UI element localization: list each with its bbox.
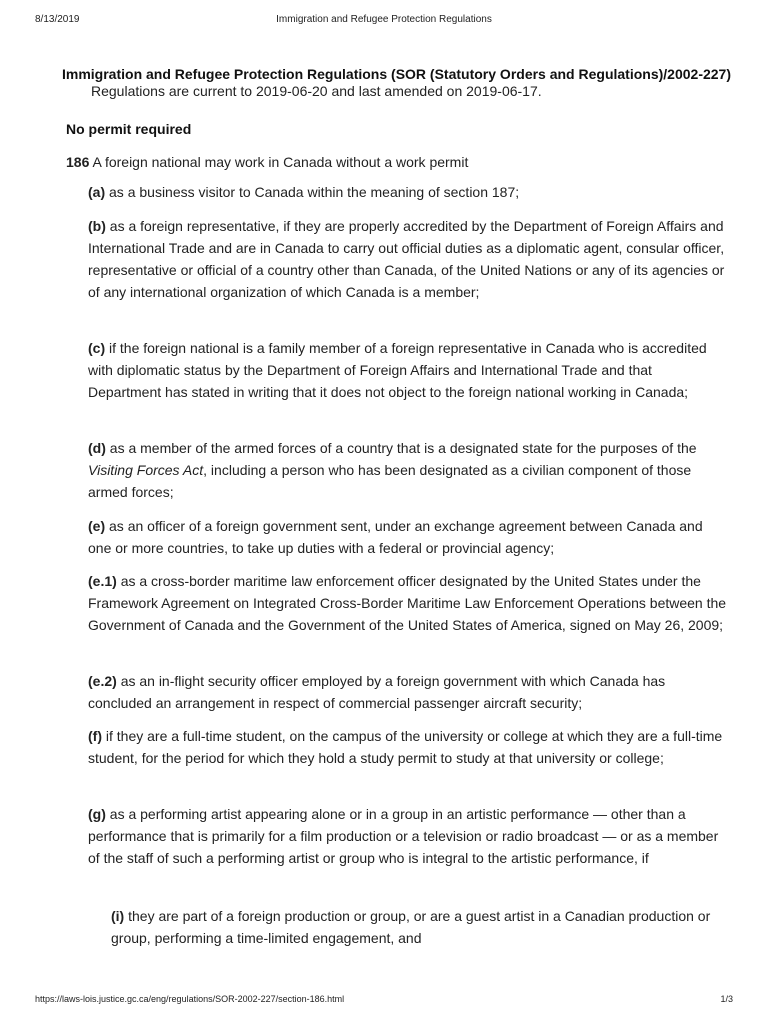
section-intro-text: A foreign national may work in Canada without a work permit — [92, 154, 469, 170]
paragraph-text: as a business visitor to Canada within the meaning of section 187; — [109, 184, 520, 200]
paragraph-f — [88, 725, 728, 769]
paragraph-text: if the foreign national is a family member of a foreign representative in Canada who is accredited with diplomatic status by the Department of Foreign Affairs and International Trade and that Department has stated in writing that it does not object to the foreign national working in Canada; — [88, 340, 707, 400]
paragraph-label: (c) — [88, 340, 106, 356]
paragraph-a — [88, 181, 728, 203]
paragraph-d — [88, 437, 728, 503]
paragraph-label: (d) — [88, 440, 106, 456]
act-title: Visiting Forces Act — [88, 462, 204, 478]
paragraph-e1 — [88, 570, 728, 636]
paragraph-text: if they are a full-time student, on the campus of the university or college at which they are a full-time student, for the period for which they hold a study permit to study at that university or college; — [88, 728, 723, 766]
paragraph-label: (e) — [88, 518, 106, 534]
paragraph-label: (e.1) — [88, 573, 117, 589]
section-intro — [66, 151, 468, 173]
print-date: 8/13/2019 — [35, 14, 80, 25]
paragraph-text: as a cross-border maritime law enforcement officer designated by the United States under the Framework Agreement on Integrated Cross-Border Maritime Law Enforcement Operations between the Government of Canada and the Government of the United States of America, signed on May 26, 2009; — [88, 573, 727, 633]
paragraph-label: (e.2) — [88, 673, 117, 689]
subparagraph-text: they are part of a foreign production or group, or are a guest artist in a Canadian production or group, performing a time-limited engagement, and — [111, 908, 711, 946]
paragraph-text: as an in-flight security officer employed by a foreign government with which Canada has concluded an arrangement in respect of commercial passenger aircraft security; — [88, 673, 666, 711]
paragraph-b — [88, 215, 728, 303]
subparagraph-i — [111, 905, 711, 949]
paragraph-text: as an officer of a foreign government sent, under an exchange agreement between Canada and one or more countries, to take up duties with a federal or provincial agency; — [88, 518, 703, 556]
print-header-title: Immigration and Refugee Protection Regulations — [276, 14, 492, 25]
section-heading: No permit required — [66, 121, 192, 137]
paragraph-text: as a member of the armed forces of a country that is a designated state for the purposes of the — [109, 440, 697, 456]
document-title: Immigration and Refugee Protection Regulations (SOR (Statutory Orders and Regulations)/2002-227) — [62, 66, 731, 82]
paragraph-text: as a performing artist appearing alone or in a group in an artistic performance — other than a performance that is primarily for a film production or a television or radio broadcast — or as a member of the staff of such a performing artist or group who is integral to the artistic performance, if — [88, 806, 719, 866]
page-number: 1/3 — [720, 994, 733, 1004]
paragraph-text: as a foreign representative, if they are properly accredited by the Department of Foreign Affairs and International Trade and are in Canada to carry out official duties as a diplomatic agent, consular officer, representative or official of a country other than Canada, of the United Nations or any of its agencies or of any international organization of which Canada is a member; — [88, 218, 725, 300]
paragraph-e2 — [88, 670, 728, 714]
paragraph-g — [88, 803, 728, 869]
print-footer-url: https://laws-lois.justice.gc.ca/eng/regulations/SOR-2002-227/section-186.html — [35, 994, 345, 1004]
paragraph-label: (a) — [88, 184, 106, 200]
paragraph-label: (g) — [88, 806, 106, 822]
paragraph-c — [88, 337, 728, 403]
paragraph-label: (f) — [88, 728, 102, 744]
currency-note: Regulations are current to 2019-06-20 and last amended on 2019-06-17. — [91, 83, 542, 99]
paragraph-e — [88, 515, 728, 559]
paragraph-text-cont: , including a person who has been designated as a civilian component of those armed forces; — [88, 462, 692, 500]
section-number: 186 — [66, 154, 90, 170]
paragraph-label: (b) — [88, 218, 106, 234]
subparagraph-label: (i) — [111, 908, 125, 924]
